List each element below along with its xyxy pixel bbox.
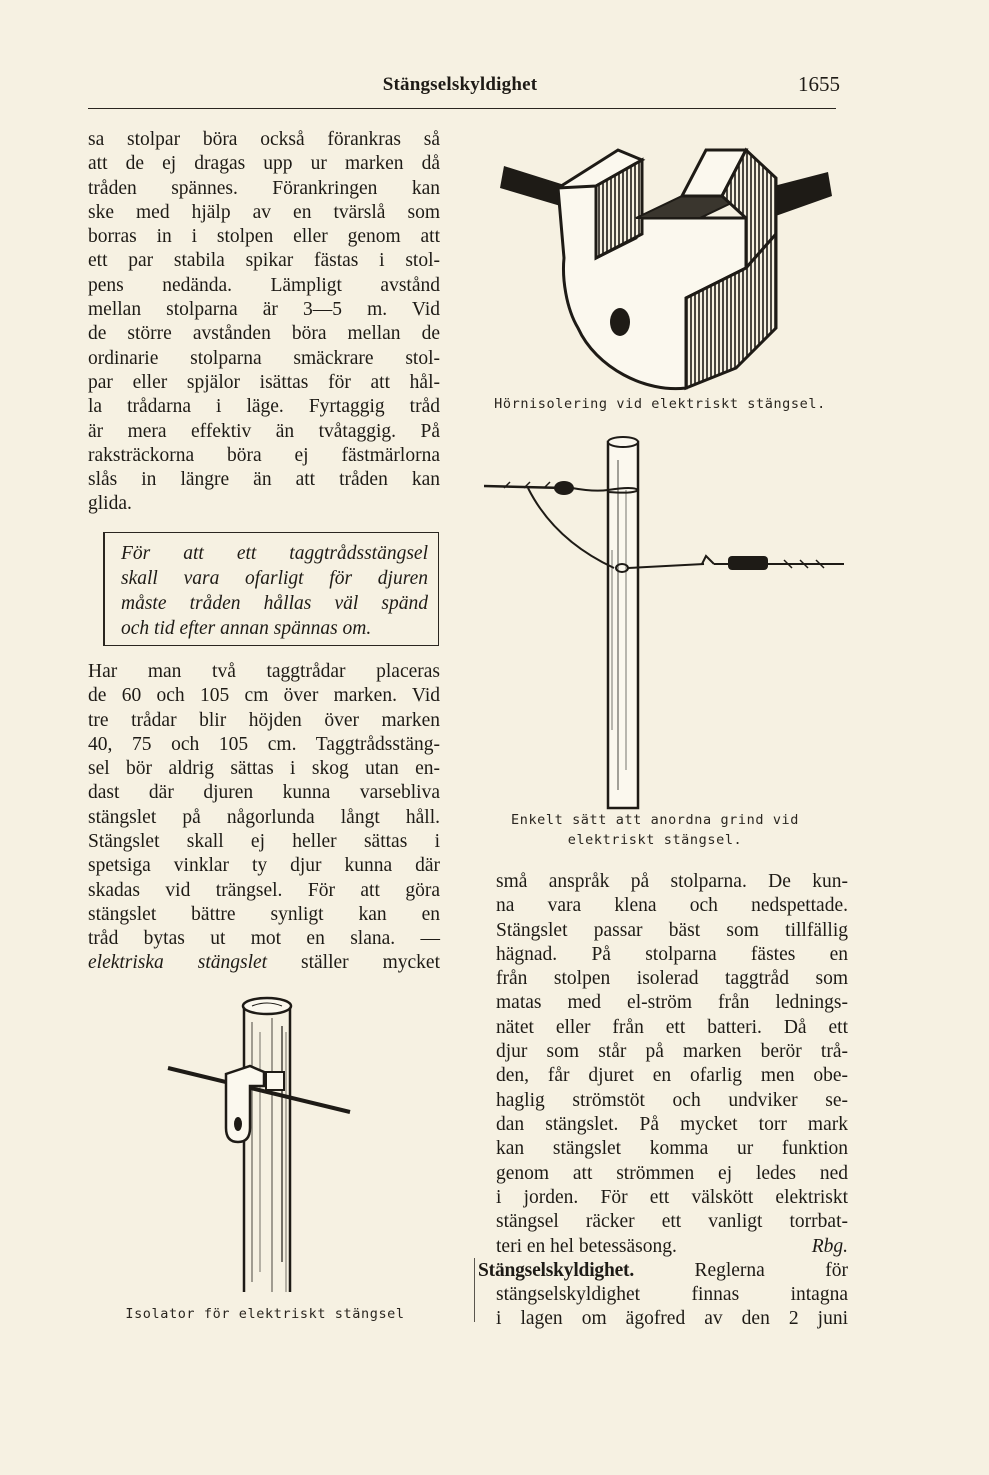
caption-corner-insulator: Hörnisolering vid elektriskt stängsel. [494, 396, 826, 412]
text-line: stängselskyldighet finnas intagna [496, 1284, 848, 1305]
entry-first-line [478, 1259, 848, 1283]
text-line: måste tråden hållas väl spänd [121, 593, 428, 614]
caption-gate: Enkelt sätt att anordna grind vid elektriskt stängsel. [510, 812, 799, 848]
running-header-title: Stängselskyldighet [382, 74, 538, 95]
text-line: na vara klena och nedspettade. [496, 895, 848, 917]
text-line: de 60 och 105 cm över marken. Vid [88, 685, 440, 707]
text-line: hägnad. På stolparna fästes en [496, 943, 848, 965]
page-number: 1655 [798, 72, 840, 96]
left-column-last-line [88, 951, 440, 975]
left-column-top-paragraph [88, 128, 440, 517]
left-column-bottom-paragraph [88, 660, 440, 952]
gate-post-illustration-icon [484, 430, 844, 810]
text-line: raksträckorna böra ej fästmärlorna [88, 444, 440, 466]
left-last-line-rest: ställer mycket [301, 952, 440, 973]
text-line: 40, 75 och 105 cm. Taggtrådsstäng- [88, 733, 440, 755]
text-line: matas med el-ström från lednings- [496, 992, 848, 1014]
text-line: tråd bytas ut mot en slana. — [88, 928, 440, 950]
text-line: tre trådar blir höjden över marken [88, 709, 440, 731]
entry-continuation [496, 1283, 848, 1332]
text-line: djur som står på marken berör trå- [496, 1041, 848, 1063]
text-line: borras in i stolpen eller genom att [88, 226, 440, 248]
entry-first-line-rest: Reglerna för [694, 1259, 848, 1281]
text-line: kan stängslet komma ur funktion [496, 1138, 848, 1160]
text-line: skadas vid trängsel. För att göra [88, 879, 440, 901]
post-insulator-illustration-icon [160, 992, 360, 1302]
text-line: små anspråk på stolparna. De kun- [496, 871, 848, 892]
text-line: är mera effektiv än tvåtaggig. På [88, 420, 440, 442]
text-line: Stängslet skall ej heller sättas i [88, 831, 440, 853]
text-line: tråden spännes. Förankringen kan [88, 177, 440, 199]
text-line: i jorden. För ett välskött elektriskt [496, 1186, 848, 1208]
text-line: stängslet på någorlunda långt håll. [88, 806, 440, 828]
text-line: ett par stabila spikar fästas i stol- [88, 250, 440, 272]
text-line: skall vara ofarligt för djuren [121, 568, 428, 589]
text-line: mellan stolparna är 3—5 m. Vid [88, 299, 440, 321]
text-line: Har man två taggtrådar placeras [88, 661, 440, 682]
text-line: stängslet bättre synligt kan en [88, 903, 440, 925]
right-column-paragraph [496, 870, 848, 1234]
text-line: genom att strömmen ej ledes ned [496, 1162, 848, 1184]
text-line: ordinarie stolparna smäckrare stol- [88, 347, 440, 369]
text-line: slås in längre än att tråden kan [88, 469, 440, 491]
corner-insulator-illustration-icon [486, 138, 846, 393]
margin-rule [474, 1258, 475, 1322]
right-column-last-line [496, 1235, 848, 1259]
right-last-line: teri en hel betessäsong. [496, 1235, 677, 1257]
text-line: och tid efter annan spännas om. [121, 618, 372, 639]
text-line: från stolpen isolerad taggtråd som [496, 968, 848, 990]
entry-headword: Stängselskyldighet. [478, 1259, 635, 1281]
text-line: spetsiga vinklar ty djur kunna där [88, 855, 440, 877]
text-line: sel bör aldrig sättas i skog utan en- [88, 758, 440, 780]
text-line: nätet eller från ett batteri. Då ett [496, 1016, 848, 1038]
text-line: pens nedända. Lämpligt avstånd [88, 274, 440, 296]
text-line: Stängslet passar bäst som tillfällig [496, 919, 848, 941]
text-line: par eller spjälor isättas för att hål- [88, 371, 440, 393]
text-line: dan stängslet. På mycket torr mark [496, 1113, 848, 1135]
text-line: la trådarna i läge. Fyrtaggig tråd [88, 396, 440, 418]
text-line: stängsel räcker ett vanligt torrbat- [496, 1211, 848, 1233]
caption-post-insulator: Isolator för elektriskt stängsel [125, 1306, 405, 1322]
text-line: sa stolpar böra också förankras så [88, 129, 440, 150]
italic-term: elektriska stängslet [88, 952, 268, 973]
text-line: dast där djuren kunna varsebliva [88, 782, 440, 804]
text-line: den, får djuret en ofarlig men obe- [496, 1065, 848, 1087]
text-line: haglig strömstöt och undviker se- [496, 1089, 848, 1111]
text-line: glida. [88, 493, 132, 515]
text-line: För att ett taggtrådsstängsel [121, 543, 428, 564]
text-line: ske med hjälp av en tvärslå som [88, 201, 440, 223]
author-signature: Rbg. [811, 1235, 848, 1257]
text-line: de större avstånden böra mellan de [88, 323, 440, 345]
text-line: i lagen om ägofred av den 2 juni [496, 1308, 848, 1330]
boxed-note [103, 532, 439, 646]
header-rule [88, 108, 836, 109]
text-line: att de ej dragas upp ur marken då [88, 153, 440, 175]
